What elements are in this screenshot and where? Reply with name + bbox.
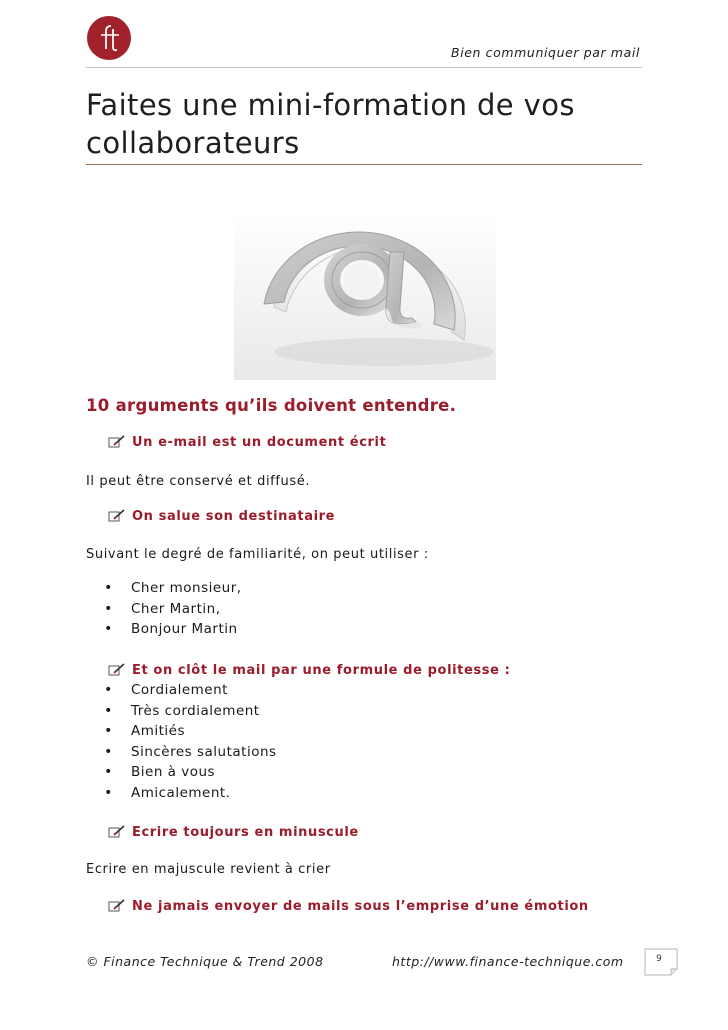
pencil-icon [108,899,126,912]
argument-text-2: Suivant le degré de familiarité, on peut utiliser : [86,547,429,562]
argument-text-4: Ecrire en majuscule revient à crier [86,862,331,877]
title-divider [86,164,642,165]
footer-url[interactable]: http://www.finance-technique.com [392,954,624,969]
argument-label: Et on clôt le mail par une formule de politesse : [132,663,511,678]
greeting-list [86,578,242,640]
list-item: •Bonjour Martin [86,619,242,640]
argument-heading-4 [108,825,359,840]
argument-heading-2 [108,509,335,524]
argument-label: Ne jamais envoyer de mails sous l’emprise d’une émotion [132,899,589,914]
argument-label: Un e-mail est un document écrit [132,435,387,450]
page-title: Faites une mini-formation de vos collaborateurs [86,88,575,160]
header-divider [86,67,642,68]
argument-heading-3 [108,663,510,678]
closing-list [86,680,277,803]
pencil-icon [108,663,126,676]
pencil-icon [108,509,126,522]
pencil-icon [108,435,126,448]
list-item: •Cordialement [86,680,277,701]
pencil-icon [108,825,126,838]
header-title: Bien communiquer par mail [451,45,640,60]
list-item: •Bien à vous [86,762,277,783]
argument-heading-5 [108,899,589,914]
footer-copyright: © Finance Technique & Trend 2008 [86,954,324,969]
list-item: •Très cordialement [86,701,277,722]
argument-text-1: Il peut être conservé et diffusé. [86,474,311,489]
list-item: •Amitiés [86,721,277,742]
list-item: •Amicalement. [86,783,277,804]
list-item: •Cher monsieur, [86,578,242,599]
argument-heading-1 [108,435,386,450]
argument-label: Ecrire toujours en minuscule [132,825,359,840]
argument-label: On salue son destinataire [132,509,336,524]
at-sign-icon [234,212,496,380]
page-number: 9 [656,954,662,964]
list-item: •Cher Martin, [86,599,242,620]
section-heading: 10 arguments qu’ils doivent entendre. [86,396,457,415]
list-item: •Sincères salutations [86,742,277,763]
ft-logo-icon [86,15,132,61]
